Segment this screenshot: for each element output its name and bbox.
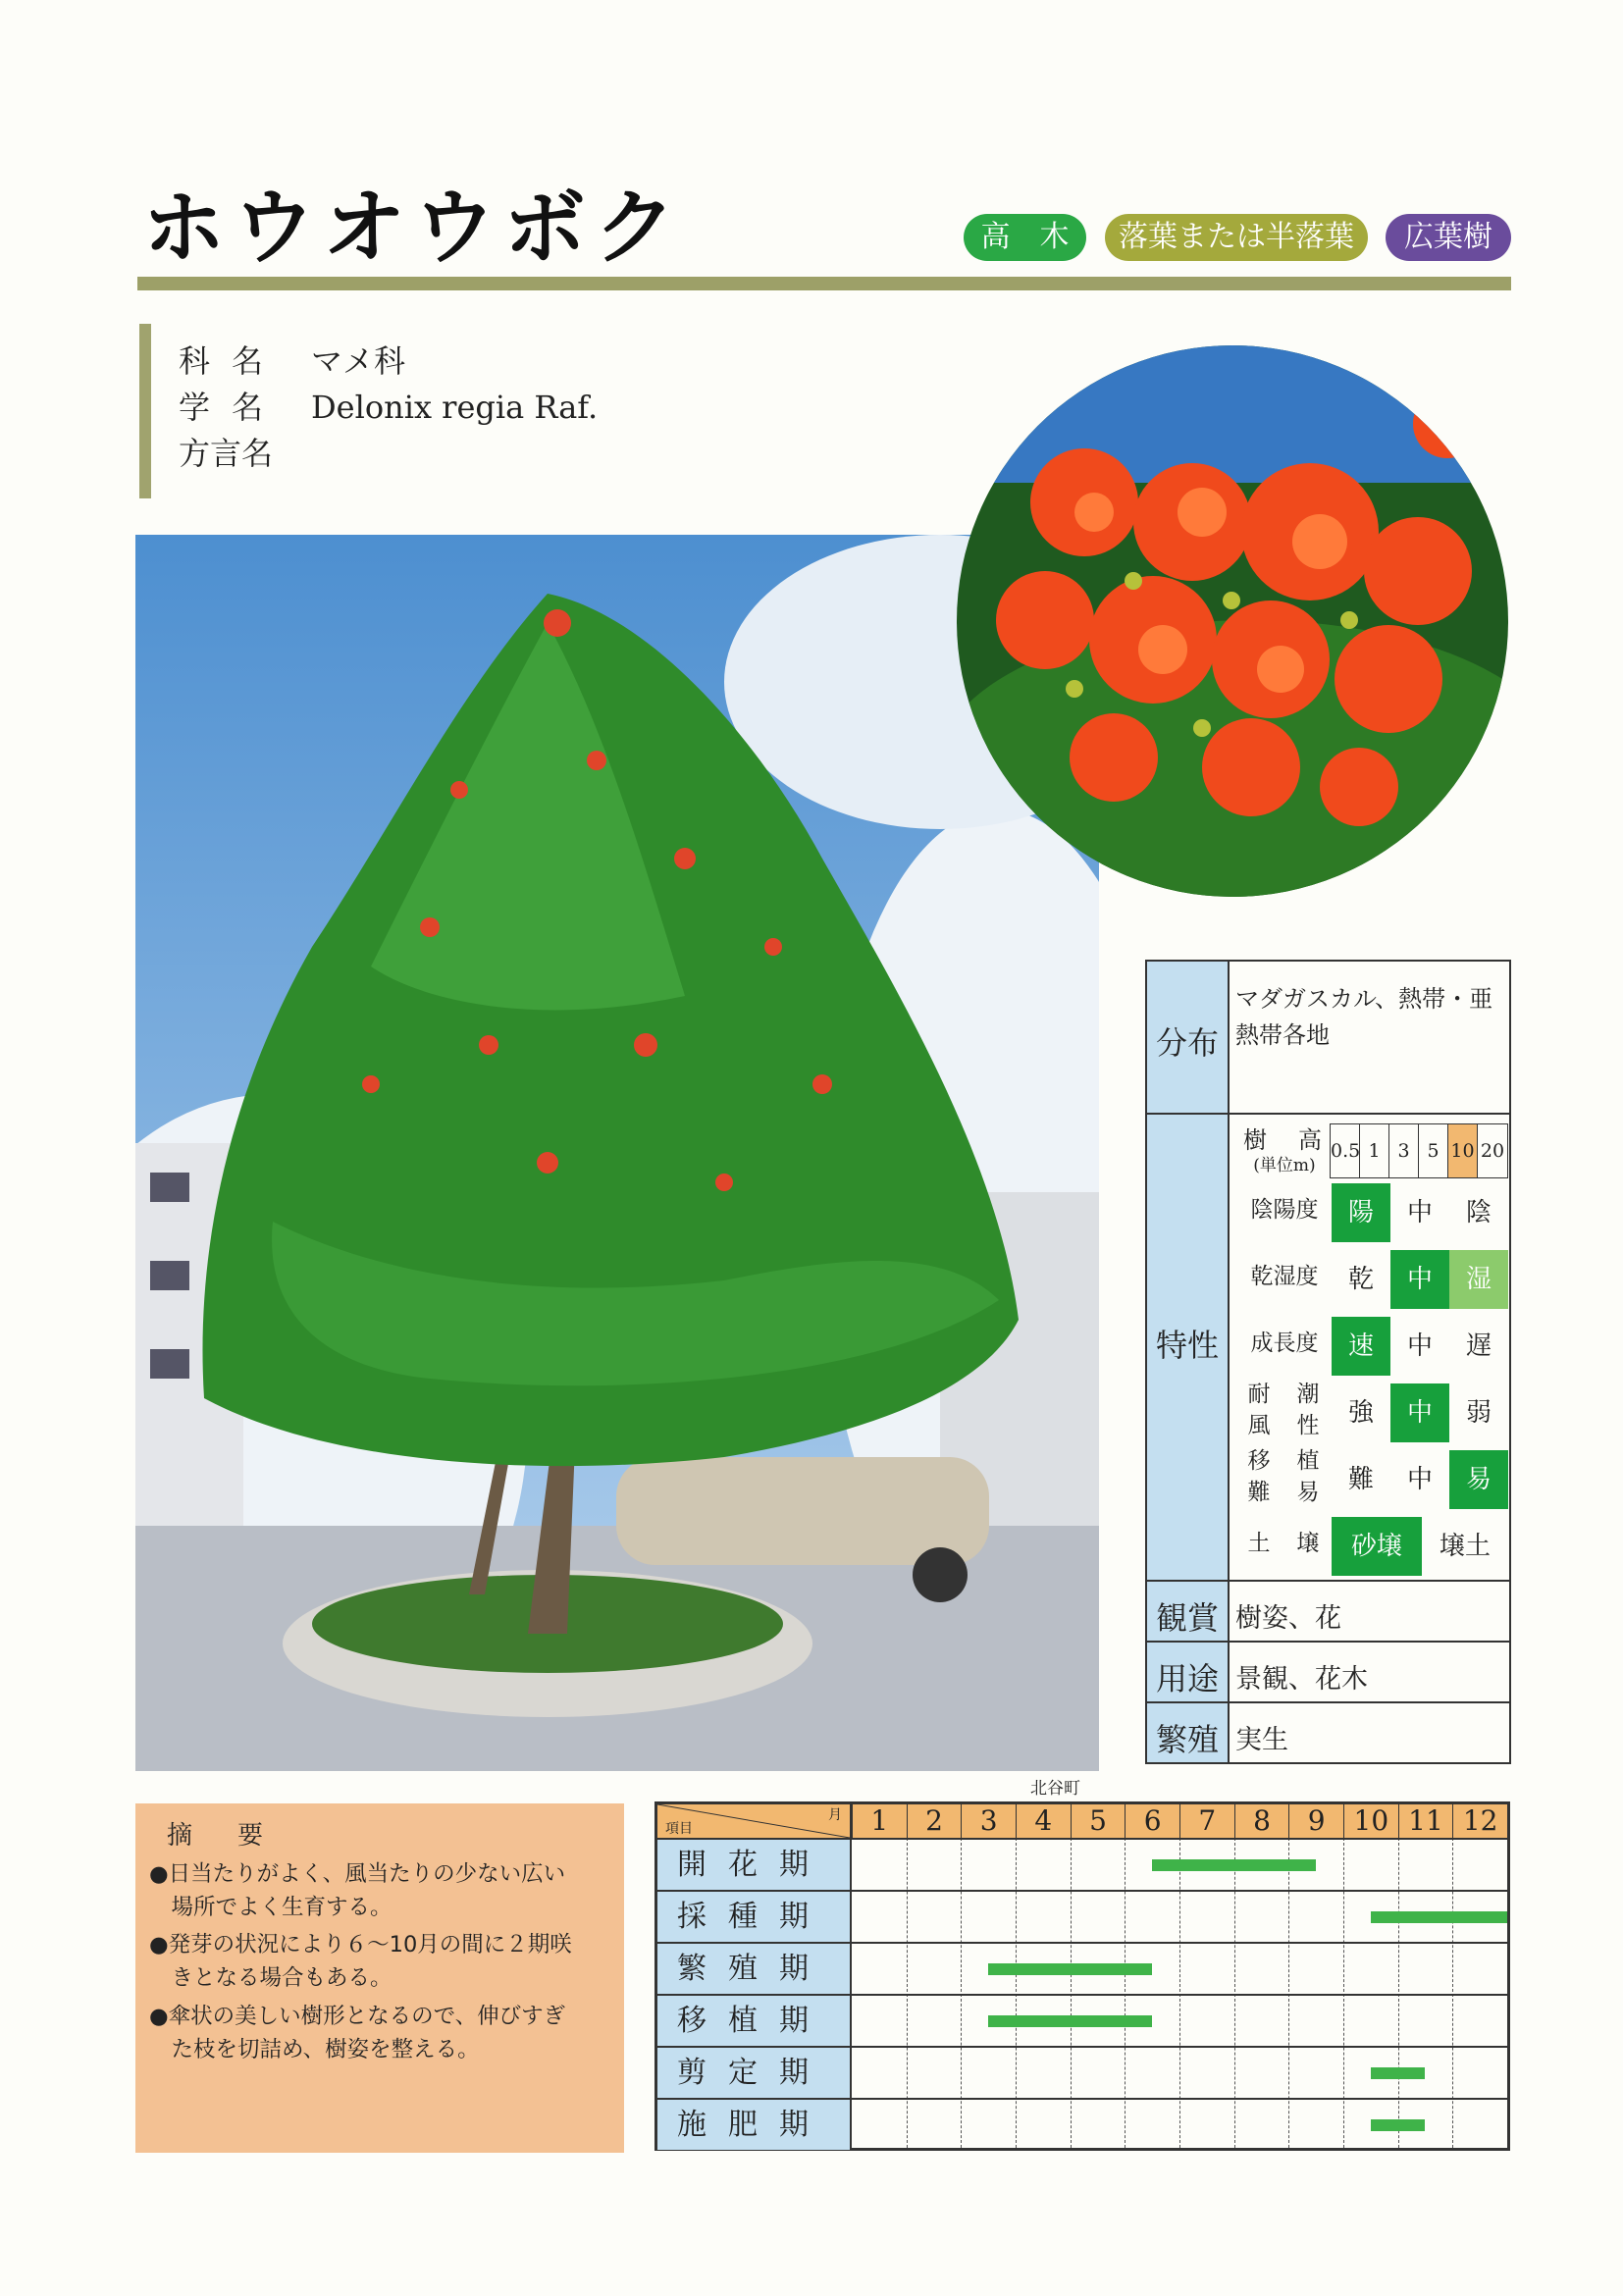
flower-closeup-photo: [957, 345, 1508, 897]
ornamental-label: 観賞: [1155, 1599, 1219, 1637]
scientific-name-label: 学名: [179, 389, 286, 426]
shade-label: 陰陽度: [1250, 1197, 1319, 1223]
shade-option-sun: 陽: [1332, 1183, 1390, 1242]
property-table: [1145, 960, 1511, 1776]
moisture-option-dry: 乾: [1347, 1265, 1374, 1294]
calendar-period-bar: [1371, 2067, 1426, 2079]
height-scale: [1330, 1123, 1508, 1178]
summary-line: 場所でよく生育する。: [149, 1895, 393, 1920]
calendar-month-header: [852, 1804, 1507, 1838]
salt-wind-option-weak: 弱: [1465, 1398, 1492, 1428]
calendar-period-bar: [988, 1963, 1152, 1975]
soil-option-loam: 壌土: [1439, 1532, 1491, 1561]
summary-title: 摘 要: [167, 1821, 274, 1851]
title-underline: [137, 277, 1511, 290]
calendar-row: [657, 2098, 1507, 2150]
use-value: 景観、花木: [1235, 1664, 1368, 1695]
transplant-option-mid: 中: [1406, 1465, 1433, 1494]
scientific-name-value: Delonix regia Raf.: [311, 389, 599, 426]
ornamental-label-cell: [1145, 1580, 1230, 1643]
calendar-month-4: 4: [1016, 1804, 1071, 1838]
height-scale-0.5: 0.5: [1331, 1124, 1360, 1177]
calendar-month-1: 1: [852, 1804, 907, 1838]
calendar-period-bar: [1152, 1859, 1316, 1871]
calendar-period-bar: [1371, 2119, 1426, 2131]
dialect-label: 方言名: [179, 435, 274, 472]
shade-option-shade: 陰: [1465, 1198, 1492, 1227]
calendar-month-6: 6: [1125, 1804, 1179, 1838]
summary-line: ●傘状の美しい樹形となるので、伸びすぎ: [149, 2004, 566, 2029]
growth-label: 成長度: [1250, 1331, 1319, 1356]
salt-wind-label-1: 耐 潮: [1247, 1382, 1322, 1407]
calendar-month-2: 2: [907, 1804, 962, 1838]
summary-line: ●発芽の状況により６～10月の間に２期咲: [149, 1932, 572, 1957]
propagation-value-cell: [1228, 1701, 1511, 1764]
calendar-row: [657, 2046, 1507, 2098]
calendar-row-label: 開花期: [657, 1840, 852, 1890]
tree-photo: [135, 535, 1099, 1771]
calendar-row-label: 施肥期: [657, 2100, 852, 2150]
page-title: ホウオウボク: [142, 179, 685, 276]
soil-option-sandy-loam: 砂壌: [1332, 1517, 1422, 1576]
photo-location-caption: 北谷町: [1030, 1779, 1080, 1799]
dialect-row: [179, 435, 311, 472]
transplant-label-2: 難 易: [1247, 1480, 1322, 1505]
height-scale-3: 3: [1389, 1124, 1419, 1177]
calendar-month-3: 3: [961, 1804, 1016, 1838]
seasonal-calendar: [654, 1801, 1510, 2151]
height-scale-1: 1: [1360, 1124, 1389, 1177]
calendar-row-label: 剪定期: [657, 2048, 852, 2098]
traits-label-cell: [1145, 1113, 1230, 1582]
calendar-row: [657, 1890, 1507, 1942]
ornamental-value-cell: [1228, 1580, 1511, 1643]
calendar-row: [657, 1994, 1507, 2046]
propagation-label: 繁殖: [1155, 1721, 1219, 1758]
summary-line: た枝を切詰め、樹姿を整える。: [149, 2037, 480, 2062]
calendar-row: [657, 1838, 1507, 1890]
badge-broadleaf: 広葉樹: [1386, 214, 1511, 261]
family-label: 科名: [179, 342, 286, 380]
distribution-label: 分布: [1155, 1024, 1219, 1062]
calendar-header-corner: [657, 1804, 852, 1838]
use-label-cell: [1145, 1641, 1230, 1703]
traits-label: 特性: [1155, 1327, 1219, 1364]
summary-line: ●日当たりがよく、風当たりの少ない広い: [149, 1861, 566, 1887]
moisture-label: 乾湿度: [1250, 1264, 1319, 1289]
height-scale-10-highlighted: 10: [1448, 1124, 1478, 1177]
transplant-option-hard: 難: [1347, 1465, 1374, 1494]
salt-wind-option-strong: 強: [1347, 1398, 1374, 1428]
family-row: [179, 342, 406, 380]
calendar-month-label: 月: [828, 1807, 842, 1823]
growth-option-fast: 速: [1332, 1317, 1390, 1376]
shade-option-mid: 中: [1406, 1198, 1433, 1227]
height-label: 樹 高: [1243, 1126, 1326, 1154]
calendar-row: [657, 1942, 1507, 1994]
moisture-option-mid: 中: [1390, 1250, 1449, 1309]
calendar-item-label: 項目: [665, 1821, 693, 1837]
propagation-value: 実生: [1235, 1725, 1288, 1755]
transplant-option-easy: 易: [1449, 1450, 1508, 1509]
salt-wind-label-2: 風 性: [1247, 1413, 1322, 1438]
growth-option-slow: 遅: [1465, 1331, 1492, 1361]
calendar-month-8: 8: [1234, 1804, 1289, 1838]
height-unit: (単位m): [1253, 1156, 1316, 1175]
height-scale-5: 5: [1419, 1124, 1448, 1177]
distribution-value-line1: マダガスカル、熱帯・亜: [1235, 985, 1493, 1013]
calendar-period-bar: [1371, 1911, 1507, 1923]
propagation-label-cell: [1145, 1701, 1230, 1764]
soil-label: 土 壌: [1247, 1531, 1322, 1556]
salt-wind-option-mid: 中: [1390, 1383, 1449, 1442]
use-value-cell: [1228, 1641, 1511, 1703]
summary-line: きとなる場合もある。: [149, 1965, 393, 1991]
ornamental-value: 樹姿、花: [1235, 1603, 1341, 1634]
scientific-name-row: [179, 389, 599, 426]
badge-leaf-type: 落葉または半落葉: [1105, 214, 1368, 261]
distribution-value-line2: 熱帯各地: [1235, 1021, 1330, 1049]
calendar-month-9: 9: [1288, 1804, 1343, 1838]
calendar-month-7: 7: [1179, 1804, 1234, 1838]
calendar-row-label: 採種期: [657, 1892, 852, 1942]
distribution-label-cell: [1145, 960, 1230, 1115]
calendar-month-12: 12: [1452, 1804, 1507, 1838]
calendar-row-label: 繁殖期: [657, 1944, 852, 1994]
use-label: 用途: [1155, 1660, 1219, 1697]
height-scale-20: 20: [1480, 1140, 1505, 1162]
family-value: マメ科: [311, 342, 406, 380]
growth-option-mid: 中: [1406, 1331, 1433, 1361]
calendar-month-5: 5: [1071, 1804, 1126, 1838]
transplant-label-1: 移 植: [1247, 1448, 1322, 1474]
calendar-month-10: 10: [1343, 1804, 1398, 1838]
moisture-option-wet: 湿: [1449, 1250, 1508, 1309]
calendar-month-11: 11: [1398, 1804, 1453, 1838]
calendar-period-bar: [988, 2015, 1152, 2027]
badge-tree-size: 高 木: [964, 214, 1086, 261]
info-accent-bar: [139, 324, 151, 498]
calendar-row-label: 移植期: [657, 1996, 852, 2046]
distribution-value-cell: [1228, 960, 1511, 1115]
